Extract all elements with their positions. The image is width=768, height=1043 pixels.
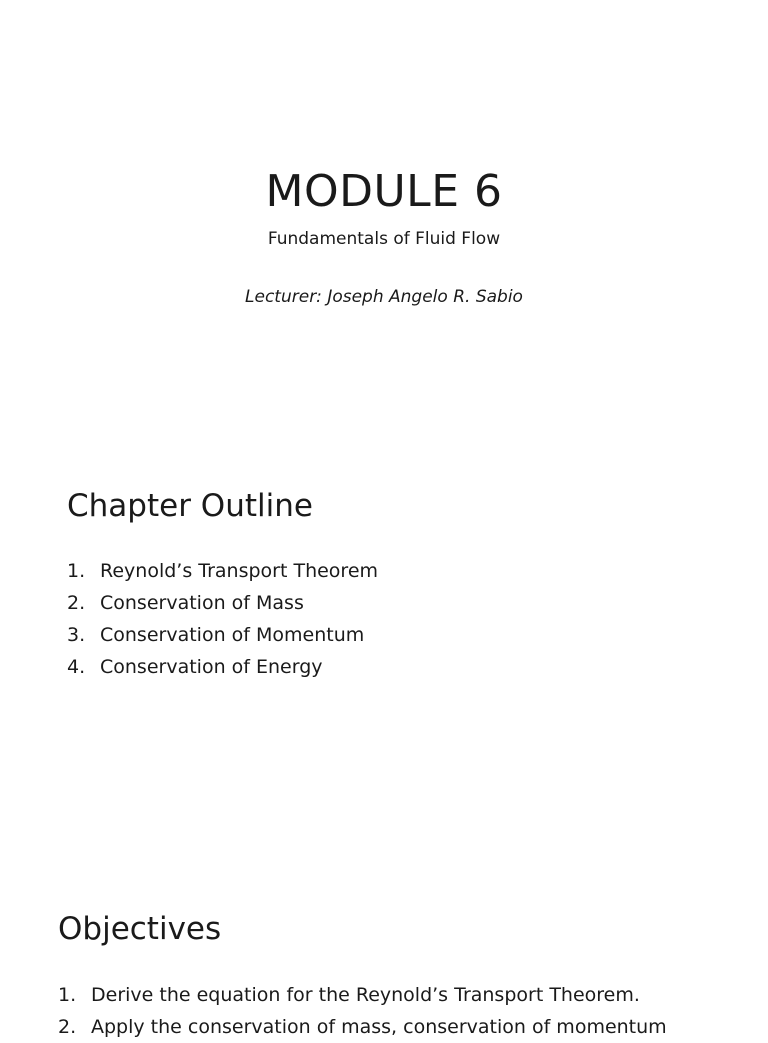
list-item-text: Conservation of Momentum (100, 624, 365, 646)
page-subtitle: Fundamentals of Fluid Flow (267, 229, 501, 249)
objectives-list (58, 979, 667, 1043)
list-item (58, 979, 667, 1011)
list-item-number: 2. (58, 1016, 77, 1038)
list-item-text: Derive the equation for the Reynold’s Transport Theorem. (91, 984, 640, 1006)
list-item (67, 619, 378, 651)
list-item-number: 4. (67, 656, 86, 678)
lecturer-line: Lecturer: Joseph Angelo R. Sabio (245, 287, 523, 307)
objectives-heading: Objectives (58, 911, 222, 947)
list-item (67, 651, 378, 683)
page-title: MODULE 6 (265, 166, 503, 217)
chapter-outline-heading: Chapter Outline (67, 488, 313, 524)
list-item (58, 1011, 667, 1043)
list-item-number: 1. (58, 984, 77, 1006)
chapter-outline-list (67, 555, 378, 683)
list-item-text: Conservation of Energy (100, 656, 323, 678)
list-item-number: 3. (67, 624, 86, 646)
list-item-text: Reynold’s Transport Theorem (100, 560, 379, 582)
list-item-text: Apply the conservation of mass, conservation of momentum (91, 1016, 667, 1038)
list-item-text: Conservation of Mass (100, 592, 304, 614)
list-item-number: 1. (67, 560, 86, 582)
list-item (67, 587, 378, 619)
list-item (67, 555, 378, 587)
list-item-number: 2. (67, 592, 86, 614)
